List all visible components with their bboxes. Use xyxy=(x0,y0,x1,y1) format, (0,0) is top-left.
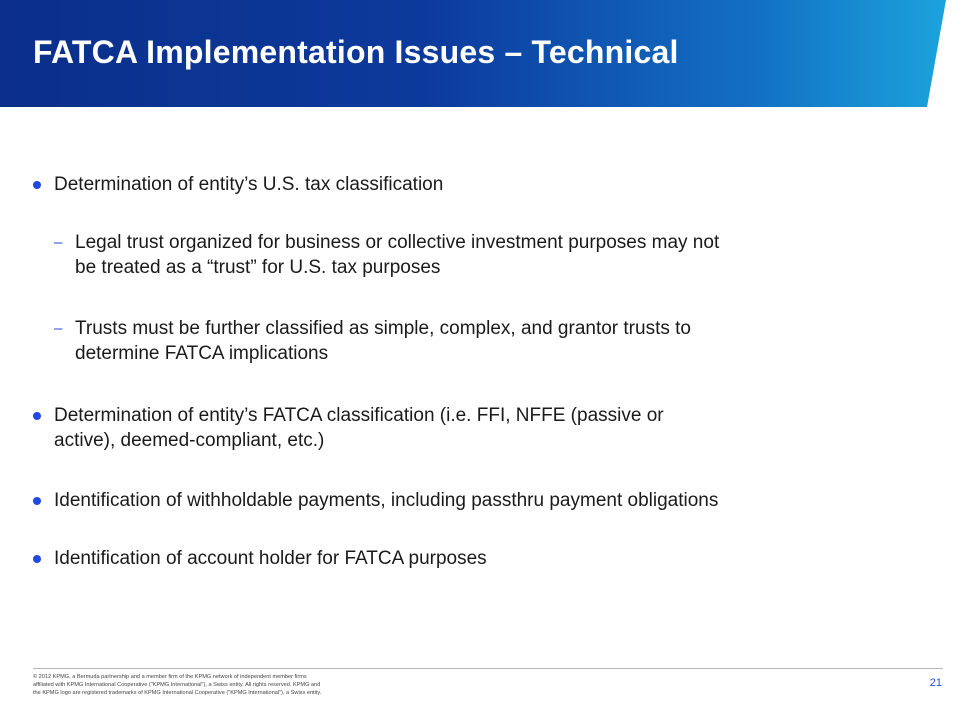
bullet-text: Identification of withholdable payments, including passthru payment obligations xyxy=(54,490,719,511)
bullet-line: Determination of entity’s FATCA classification (i.e. FFI, NFFE (passive or xyxy=(54,405,664,426)
footer-line: the KPMG logo are registered trademarks of KPMG International Cooperative ("KPMG International"), a Swiss entity. xyxy=(33,690,322,696)
bullet-text: Identification of account holder for FATCA purposes xyxy=(54,548,487,569)
title-banner xyxy=(0,0,960,107)
sub-bullet-line: determine FATCA implications xyxy=(75,343,329,364)
footer-divider xyxy=(33,668,943,669)
bullet-line: active), deemed-compliant, etc.) xyxy=(54,430,325,451)
bullet-text xyxy=(54,403,914,453)
sub-bullet-text xyxy=(75,230,875,280)
page-title: FATCA Implementation Issues – Technical xyxy=(33,34,679,70)
dash-icon: – xyxy=(54,320,63,337)
footer-line: affiliated with KPMG International Cooperative ("KPMG International"), a Swiss entity. All rights reserved. KPMG and xyxy=(33,682,321,688)
bullet-text: Determination of entity’s U.S. tax classification xyxy=(54,174,444,195)
bullet-dot-icon xyxy=(33,181,41,189)
sub-bullet-line: be treated as a “trust” for U.S. tax purposes xyxy=(75,257,441,278)
bullet-dot-icon xyxy=(33,555,41,563)
sub-bullet-line: Trusts must be further classified as simple, complex, and grantor trusts to xyxy=(75,318,691,339)
bullet-dot-icon xyxy=(33,412,41,420)
sub-bullet-line: Legal trust organized for business or collective investment purposes may not xyxy=(75,232,720,253)
bullet-dot-icon xyxy=(33,497,41,505)
footer-copyright xyxy=(33,673,393,697)
sub-bullet-text xyxy=(75,316,875,366)
footer-line: © 2012 KPMG, a Bermuda partnership and a member firm of the KPMG network of independent member firms xyxy=(33,674,307,680)
dash-icon: – xyxy=(54,234,63,251)
page-number: 21 xyxy=(929,677,942,689)
